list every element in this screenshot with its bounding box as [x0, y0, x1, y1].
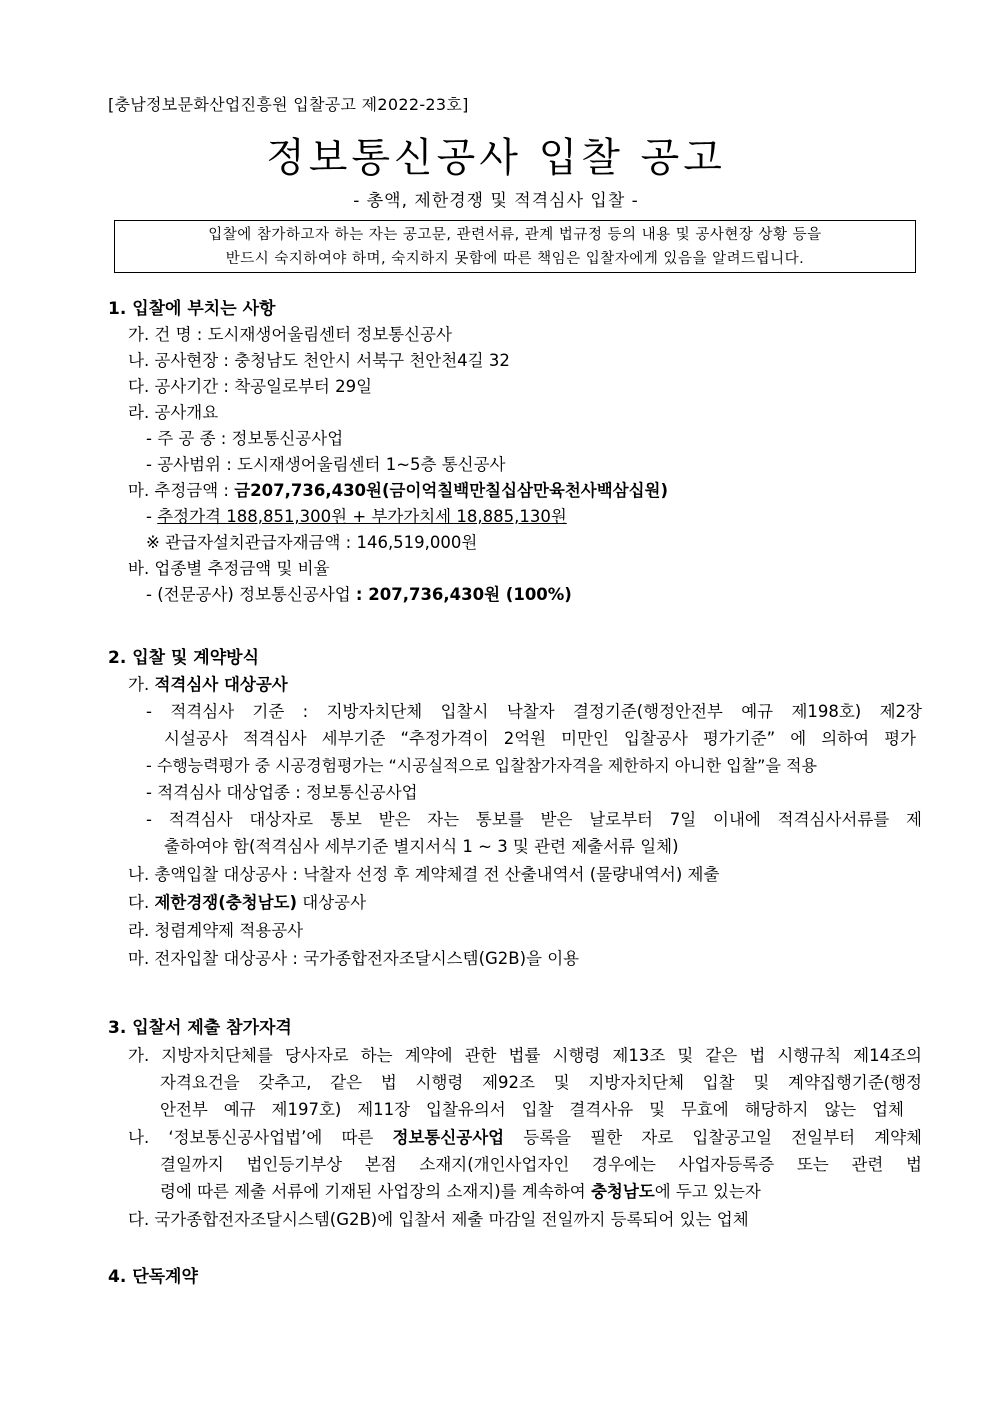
s2-da-rest: 대상공사 — [297, 893, 367, 912]
warning-line-2: 반드시 숙지하여야 하며, 숙지하지 못함에 따른 책임은 입찰자에게 있음을 알려드립니다. — [225, 251, 805, 267]
s1-ma-label: 마. 추정금액 : — [128, 481, 235, 500]
s1-ba-sub-1-label: - (전문공사) 정보통신공사업 — [146, 585, 356, 604]
s1-item-ra: 라. 공사개요 — [128, 403, 219, 422]
s2-ga-value: 적격심사 대상공사 — [154, 675, 288, 694]
s1-ma-sub-1-dash: - — [146, 507, 158, 526]
s3-na-3-c: 에 두고 있는자 — [654, 1182, 761, 1201]
s1-ma-sub-2: ※ 관급자설치관급자재금액 : 146,519,000원 — [146, 533, 478, 552]
s1-item-ga: 가. 건 명 : 도시재생어울림센터 정보통신공사 — [128, 325, 452, 344]
s2-item-ga — [128, 673, 288, 697]
s1-ma-sub-1 — [146, 505, 567, 529]
section-4-heading: 4. 단독계약 — [108, 1267, 198, 1287]
page-title: 정보통신공사 입찰 공고 — [266, 135, 726, 181]
s1-item-da: 다. 공사기간 : 착공일로부터 29일 — [128, 377, 373, 396]
s2-ga-sub-2: - 수행능력평가 중 시공경험평가는 “시공실적으로 입찰참가자격을 제한하지 아니한 입찰”을 적용 — [146, 756, 817, 775]
s2-da-label: 다. — [128, 893, 155, 912]
s2-item-ra: 라. 청렴계약제 적용공사 — [128, 921, 304, 940]
s3-na-3-b: 충청남도 — [590, 1182, 655, 1201]
s2-ga-sub-4a: - 적격심사 대상자로 통보 받은 자는 통보를 받은 날로부터 7일 이내에 적격심사서류를 제 — [146, 810, 922, 829]
section-1-heading: 1. 입찰에 부치는 사항 — [108, 299, 276, 319]
s3-item-ga-1: 가. 지방자치단체를 당사자로 하는 계약에 관한 법률 시행령 제13조 및 같은 법 시행규칙 제14조의 — [128, 1046, 922, 1065]
page-subtitle: - 총액, 제한경쟁 및 적격심사 입찰 - — [353, 191, 639, 211]
warning-line-1: 입찰에 참가하고자 하는 자는 공고문, 관련서류, 관계 법규정 등의 내용 및 공사현장 상황 등을 — [208, 227, 822, 243]
section-2-heading: 2. 입찰 및 계약방식 — [108, 648, 259, 668]
s1-item-na: 나. 공사현장 : 충청남도 천안시 서북구 천안천4길 32 — [128, 351, 510, 370]
s3-item-ga-3: 안전부 예규 제197호) 제11장 입찰유의서 입찰 결격사유 및 무효에 해당하지 않는 업체 — [160, 1100, 904, 1119]
s1-ma-sub-1-text: 추정가격 188,851,300원 + 부가가치세 18,885,130원 — [157, 507, 567, 526]
s3-item-na-2: 결일까지 법인등기부상 본점 소재지(개인사업자인 경우에는 사업자등록증 또는 관련 법 — [160, 1155, 922, 1174]
section-3-heading: 3. 입찰서 제출 참가자격 — [108, 1018, 292, 1038]
s1-ba-sub-1 — [146, 583, 572, 607]
s2-ga-sub-4b: 출하여야 함(적격심사 세부기준 별지서식 1 ~ 3 및 관련 제출서류 일체) — [164, 837, 679, 856]
s3-na-1-b: 정보통신공사업 — [392, 1128, 505, 1147]
warning-box — [114, 220, 916, 273]
s2-da-value: 제한경쟁(충청남도) — [154, 893, 298, 912]
s2-ga-sub-1a: - 적격심사 기준 : 지방자치단체 입찰시 낙찰자 결정기준(행정안전부 예규 제198호) 제2장 — [146, 702, 922, 721]
s2-item-na: 나. 총액입찰 대상공사 : 낙찰자 선정 후 계약체결 전 산출내역서 (물량내역서) 제출 — [128, 865, 720, 884]
s1-ba-sub-1-value: : 207,736,430원 (100%) — [355, 585, 572, 604]
s3-na-1-c: 등록을 필한 자로 입찰공고일 전일부터 계약체 — [504, 1128, 922, 1147]
s1-item-ba: 바. 업종별 추정금액 및 비율 — [128, 559, 330, 578]
s2-item-ma: 마. 전자입찰 대상공사 : 국가종합전자조달시스템(G2B)을 이용 — [128, 949, 580, 968]
s1-ra-sub-2: - 공사범위 : 도시재생어울림센터 1~5층 통신공사 — [146, 455, 506, 474]
s3-item-na-1 — [128, 1126, 922, 1150]
s3-item-na-3 — [160, 1180, 761, 1204]
s3-item-da: 다. 국가종합전자조달시스템(G2B)에 입찰서 제출 마감일 전일까지 등록되어 있는 업체 — [128, 1210, 749, 1229]
s1-ra-sub-1: - 주 공 종 : 정보통신공사업 — [146, 429, 344, 448]
s3-item-ga-2: 자격요건을 갖추고, 같은 법 시행령 제92조 및 지방자치단체 입찰 및 계약집행기준(행정 — [160, 1073, 922, 1092]
notice-number: [충남정보문화산업진흥원 입찰공고 제2022-23호] — [108, 95, 469, 114]
s2-ga-label: 가. — [128, 675, 155, 694]
s2-ga-sub-3: - 적격심사 대상업종 : 정보통신공사업 — [146, 783, 418, 802]
s1-ma-value: 금207,736,430원(금이억칠백만칠십삼만육천사백삼십원) — [234, 481, 669, 500]
s1-item-ma — [128, 479, 668, 503]
s2-ga-sub-1b: 시설공사 적격심사 세부기준 “추정가격이 2억원 미만인 입찰공사 평가기준” 에 의하여 평가 — [164, 729, 916, 748]
s3-na-1-a: 나. ‘정보통신공사업법’에 따른 — [128, 1128, 393, 1147]
s3-na-3-a: 령에 따른 제출 서류에 기재된 사업장의 소재지)를 계속하여 — [160, 1182, 591, 1201]
s2-item-da — [128, 891, 366, 915]
